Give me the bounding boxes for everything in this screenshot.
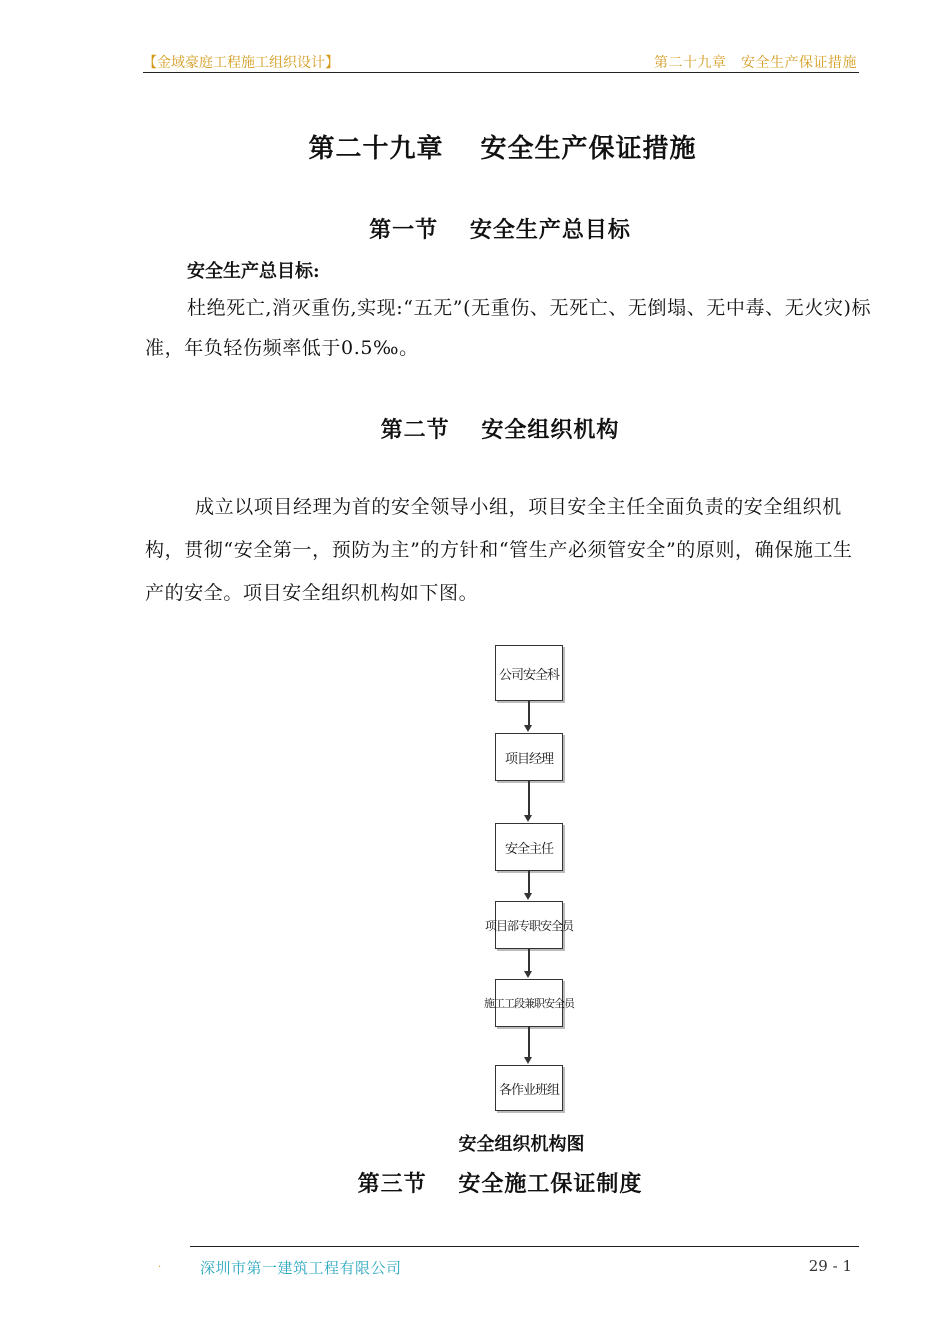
section1-body: 杜绝死亡,消灭重伤,实现:“五无”(无重伤、无死亡、无倒塌、无中毒、无火灾)标准，年负轻伤频率低于0.5‰。 — [145, 297, 872, 359]
footer-dot: · — [158, 1262, 162, 1273]
section3-title: 第三节 安全施工保证制度 — [357, 1171, 643, 1197]
chapter-title: 第二十九章 安全生产保证措施 — [308, 134, 697, 164]
footer-page-number: 29 - 1 — [808, 1257, 852, 1275]
section1-paragraph — [145, 288, 873, 368]
org-node-project-manager: 项目经理 — [495, 733, 563, 781]
footer-company: 深圳市第一建筑工程有限公司 — [200, 1259, 402, 1277]
section2-body: 成立以项目经理为首的安全领导小组，项目安全主任全面负责的安全组织机构，贯彻“安全第一，预防为主”的方针和“管生产必须管安全”的原则，确保施工生产的安全。项目安全组织机构如下图。 — [145, 496, 853, 604]
org-connector — [528, 781, 530, 819]
org-node-project-safety-officer: 项目部专职安全员 — [495, 901, 563, 949]
header-chapter-title: 第二十九章 安全生产保证措施 — [654, 55, 857, 71]
org-node-section-safety-officer: 施工工段兼职安全员 — [495, 979, 563, 1027]
page-header — [143, 50, 859, 73]
arrow-down-icon — [524, 1057, 532, 1064]
org-chart-caption: 安全组织机构图 — [458, 1134, 585, 1155]
org-node-company-safety-dept: 公司安全科 — [495, 645, 563, 701]
org-node-work-teams: 各作业班组 — [495, 1065, 563, 1111]
footer-rule — [190, 1246, 859, 1247]
org-node-safety-director: 安全主任 — [495, 823, 563, 871]
org-connector — [528, 871, 530, 897]
section1-title: 第一节 安全生产总目标 — [369, 217, 631, 243]
section2-paragraph — [145, 486, 861, 615]
org-connector — [528, 1027, 530, 1061]
header-document-title: 【金域豪庭工程施工组织设计】 — [143, 55, 339, 71]
org-connector — [528, 701, 530, 729]
arrow-down-icon — [524, 971, 532, 978]
arrow-down-icon — [524, 725, 532, 732]
section1-subheading: 安全生产总目标: — [187, 261, 320, 282]
arrow-down-icon — [524, 893, 532, 900]
arrow-down-icon — [524, 815, 532, 822]
org-connector — [528, 949, 530, 975]
section2-title: 第二节 安全组织机构 — [380, 417, 620, 443]
